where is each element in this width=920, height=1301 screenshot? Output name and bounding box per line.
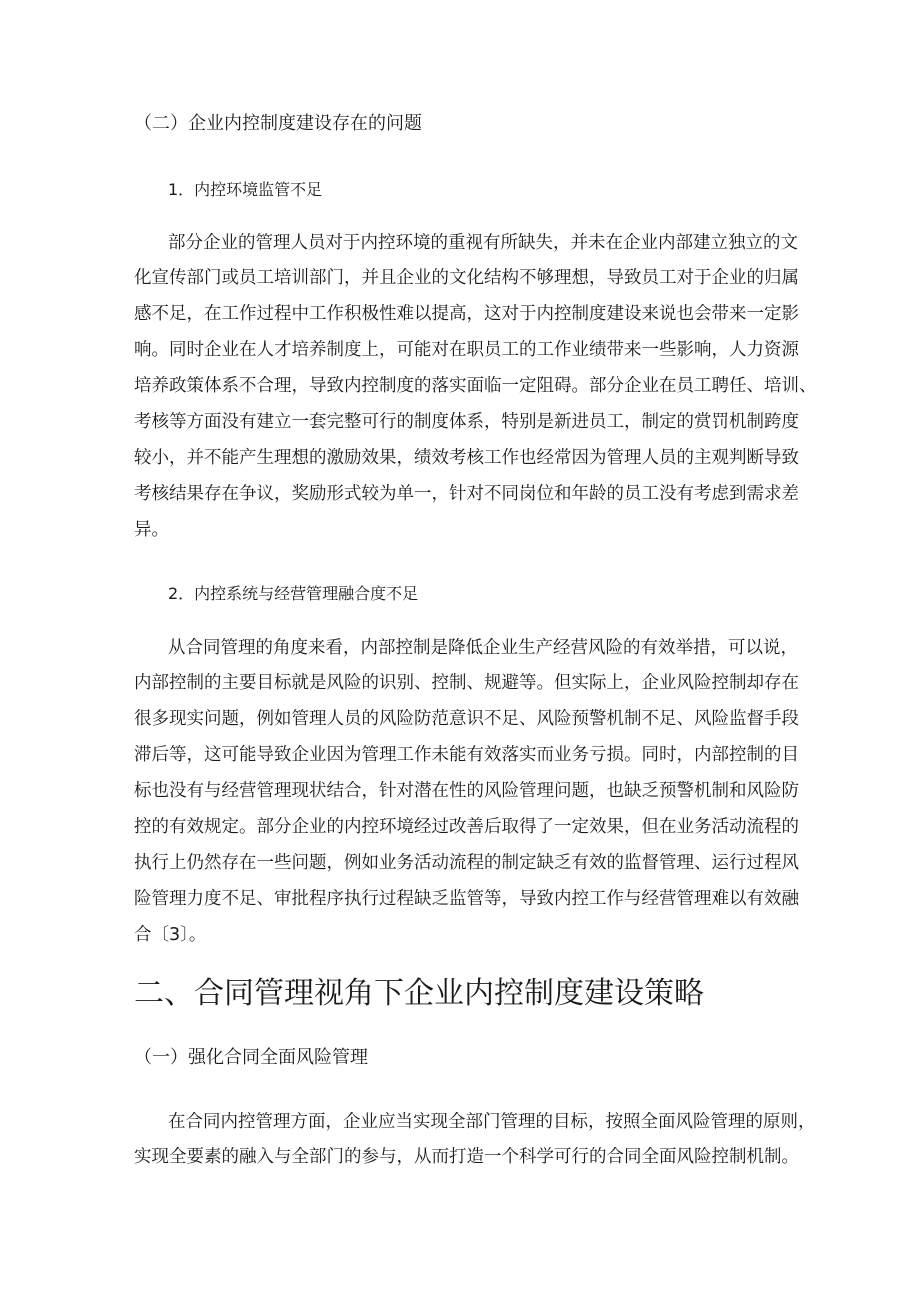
paragraph-line: 在合同内控管理方面，企业应当实现全部门管理的目标，按照全面风险管理的原则，: [168, 1112, 816, 1132]
paragraph-line: 考核结果存在争议，奖励形式较为单一，针对不同岗位和年龄的员工没有考虑到需求差: [134, 484, 799, 504]
paragraph-line: 从合同管理的角度来看，内部控制是降低企业生产经营风险的有效举措，可以说，: [168, 638, 798, 658]
paragraph-line: 响。同时企业在人才培养制度上，可能对在职员工的工作业绩带来一些影响，人力资源: [134, 340, 799, 360]
paragraph-line: 很多现实问题，例如管理人员的风险防范意识不足、风险预警机制不足、风险监督手段: [134, 709, 799, 729]
paragraph-line: 标也没有与经营管理现状结合，针对潜在性的风险管理问题，也缺乏预警机制和风险防: [134, 781, 799, 801]
paragraph-line: 考核等方面没有建立一套完整可行的制度体系，特别是新进员工，制定的赏罚机制跨度: [134, 412, 799, 432]
paragraph-line: 培养政策体系不合理，导致内控制度的落实面临一定阻碍。部分企业在员工聘任、培训、: [134, 376, 817, 396]
paragraph-line: 异。: [134, 520, 169, 540]
section-heading-problems: （二）企业内控制度建设存在的问题: [134, 113, 422, 134]
paragraph-line: 控的有效规定。部分企业的内控环境经过改善后取得了一定效果，但在业务活动流程的: [134, 817, 799, 837]
section-heading-risk-management: （一）强化合同全面风险管理: [134, 1047, 368, 1068]
paragraph-line: 滞后等，这可能导致企业因为管理工作未能有效落实而业务亏损。同时，内部控制的目: [134, 745, 799, 765]
paragraph-line: 较小，并不能产生理想的激励效果，绩效考核工作也经常因为管理人员的主观判断导致: [134, 448, 799, 468]
subheading-system-integration: 2．内控系统与经营管理融合度不足: [168, 584, 419, 603]
subheading-internal-environment: 1．内控环境监管不足: [168, 180, 323, 199]
paragraph-line: 实现全要素的融入与全部门的参与，从而打造一个科学可行的合同全面风险控制机制。: [134, 1147, 799, 1167]
paragraph-line: 感不足，在工作过程中工作积极性难以提高，这对于内控制度建设来说也会带来一定影: [134, 304, 799, 324]
paragraph-line: 合〔3〕。: [134, 925, 207, 945]
chapter-heading-strategy: 二、合同管理视角下企业内控制度建设策略: [134, 976, 704, 1011]
paragraph-line: 执行上仍然存在一些问题，例如业务活动流程的制定缺乏有效的监督管理、运行过程风: [134, 853, 799, 873]
paragraph-line: 化宣传部门或员工培训部门，并且企业的文化结构不够理想，导致员工对于企业的归属: [134, 268, 799, 288]
paragraph-line: 险管理力度不足、审批程序执行过程缺乏监管等，导致内控工作与经营管理难以有效融: [134, 889, 799, 909]
paragraph-line: 内部控制的主要目标就是风险的识别、控制、规避等。但实际上，企业风险控制却存在: [134, 673, 799, 693]
paragraph-line: 部分企业的管理人员对于内控环境的重视有所缺失，并未在企业内部建立独立的文: [168, 233, 798, 253]
